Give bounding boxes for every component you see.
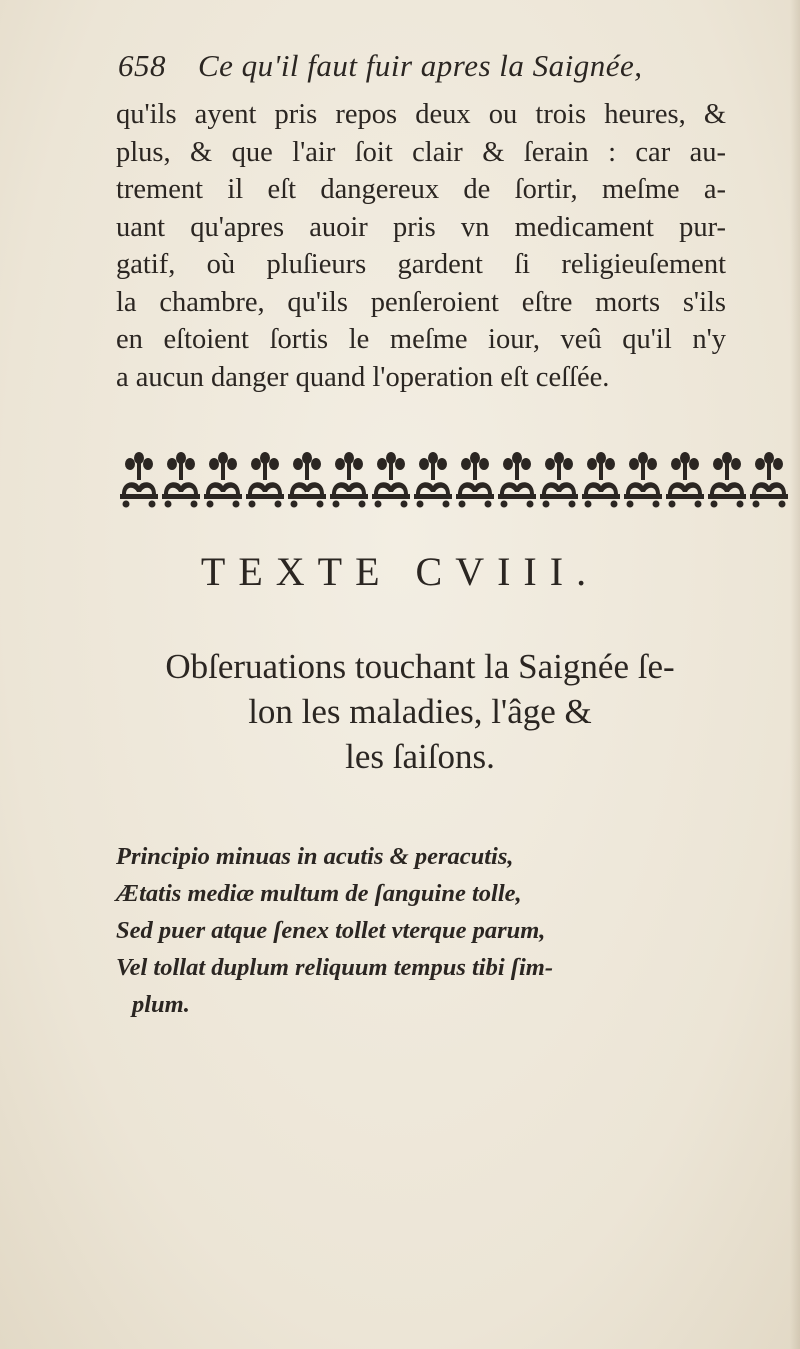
text-line: plus, & que l'air ſoit clair & ſerain : car au-	[116, 136, 726, 168]
verse-line: Principio minuas in acutis & peracutis,	[116, 843, 514, 870]
verse-line: Vel tollat duplum reliquum tempus tibi ſim-	[116, 954, 553, 981]
fleuron-icon	[456, 452, 494, 508]
text-line: a aucun danger quand l'operation eſt ceſſée.	[116, 361, 610, 393]
section-subheading	[100, 644, 740, 779]
verse-line: Sed puer atque ſenex tollet vterque parum,	[116, 917, 546, 944]
text-line: qu'ils ayent pris repos deux ou trois heures, &	[116, 99, 726, 130]
fleuron-icon	[162, 452, 200, 508]
fleuron-icon	[246, 452, 284, 508]
fleuron-icon	[582, 452, 620, 508]
fleuron-icon	[204, 452, 242, 508]
text-line: trement il eſt dangereux de ſortir, meſme a-	[116, 174, 726, 205]
fleuron-icon	[414, 452, 452, 508]
fleuron-icon	[750, 452, 788, 508]
running-head	[118, 48, 678, 84]
verse-line: Ætatis mediæ multum de ſanguine tolle,	[116, 880, 522, 907]
fleuron-icon	[624, 452, 662, 508]
latin-verse	[116, 838, 756, 1023]
page-number: 658	[118, 48, 166, 83]
subheading-line: Obſeruations touchant la Saignée ſe-	[165, 647, 675, 686]
text-line: en eſtoient ſortis le meſme iour, veû qu'il n'y	[116, 324, 726, 355]
fleuron-icon	[666, 452, 704, 508]
text-line: la chambre, qu'ils penſeroient eſtre morts s'ils	[116, 286, 726, 318]
page-edge-shadow	[790, 0, 800, 1349]
running-title: Ce qu'il faut fuir apres la Saignée,	[198, 48, 643, 83]
fleuron-icon	[288, 452, 326, 508]
text-line: uant qu'apres auoir pris vn medicament pur-	[116, 211, 726, 243]
section-heading: TEXTE CVIII.	[200, 549, 600, 594]
verse-line: plum.	[132, 991, 190, 1018]
subheading-line: les ſaiſons.	[345, 737, 495, 776]
subheading-line: lon les maladies, l'âge &	[248, 692, 592, 731]
fleuron-icon	[120, 452, 158, 508]
text-line: gatif, où pluſieurs gardent ſi religieuſement	[116, 249, 726, 280]
fleuron-ornament	[118, 446, 790, 512]
fleuron-icon	[708, 452, 746, 508]
fleuron-icon	[372, 452, 410, 508]
fleuron-icon	[540, 452, 578, 508]
fleuron-icon	[498, 452, 536, 508]
fleuron-icon	[330, 452, 368, 508]
body-paragraph	[116, 96, 726, 396]
